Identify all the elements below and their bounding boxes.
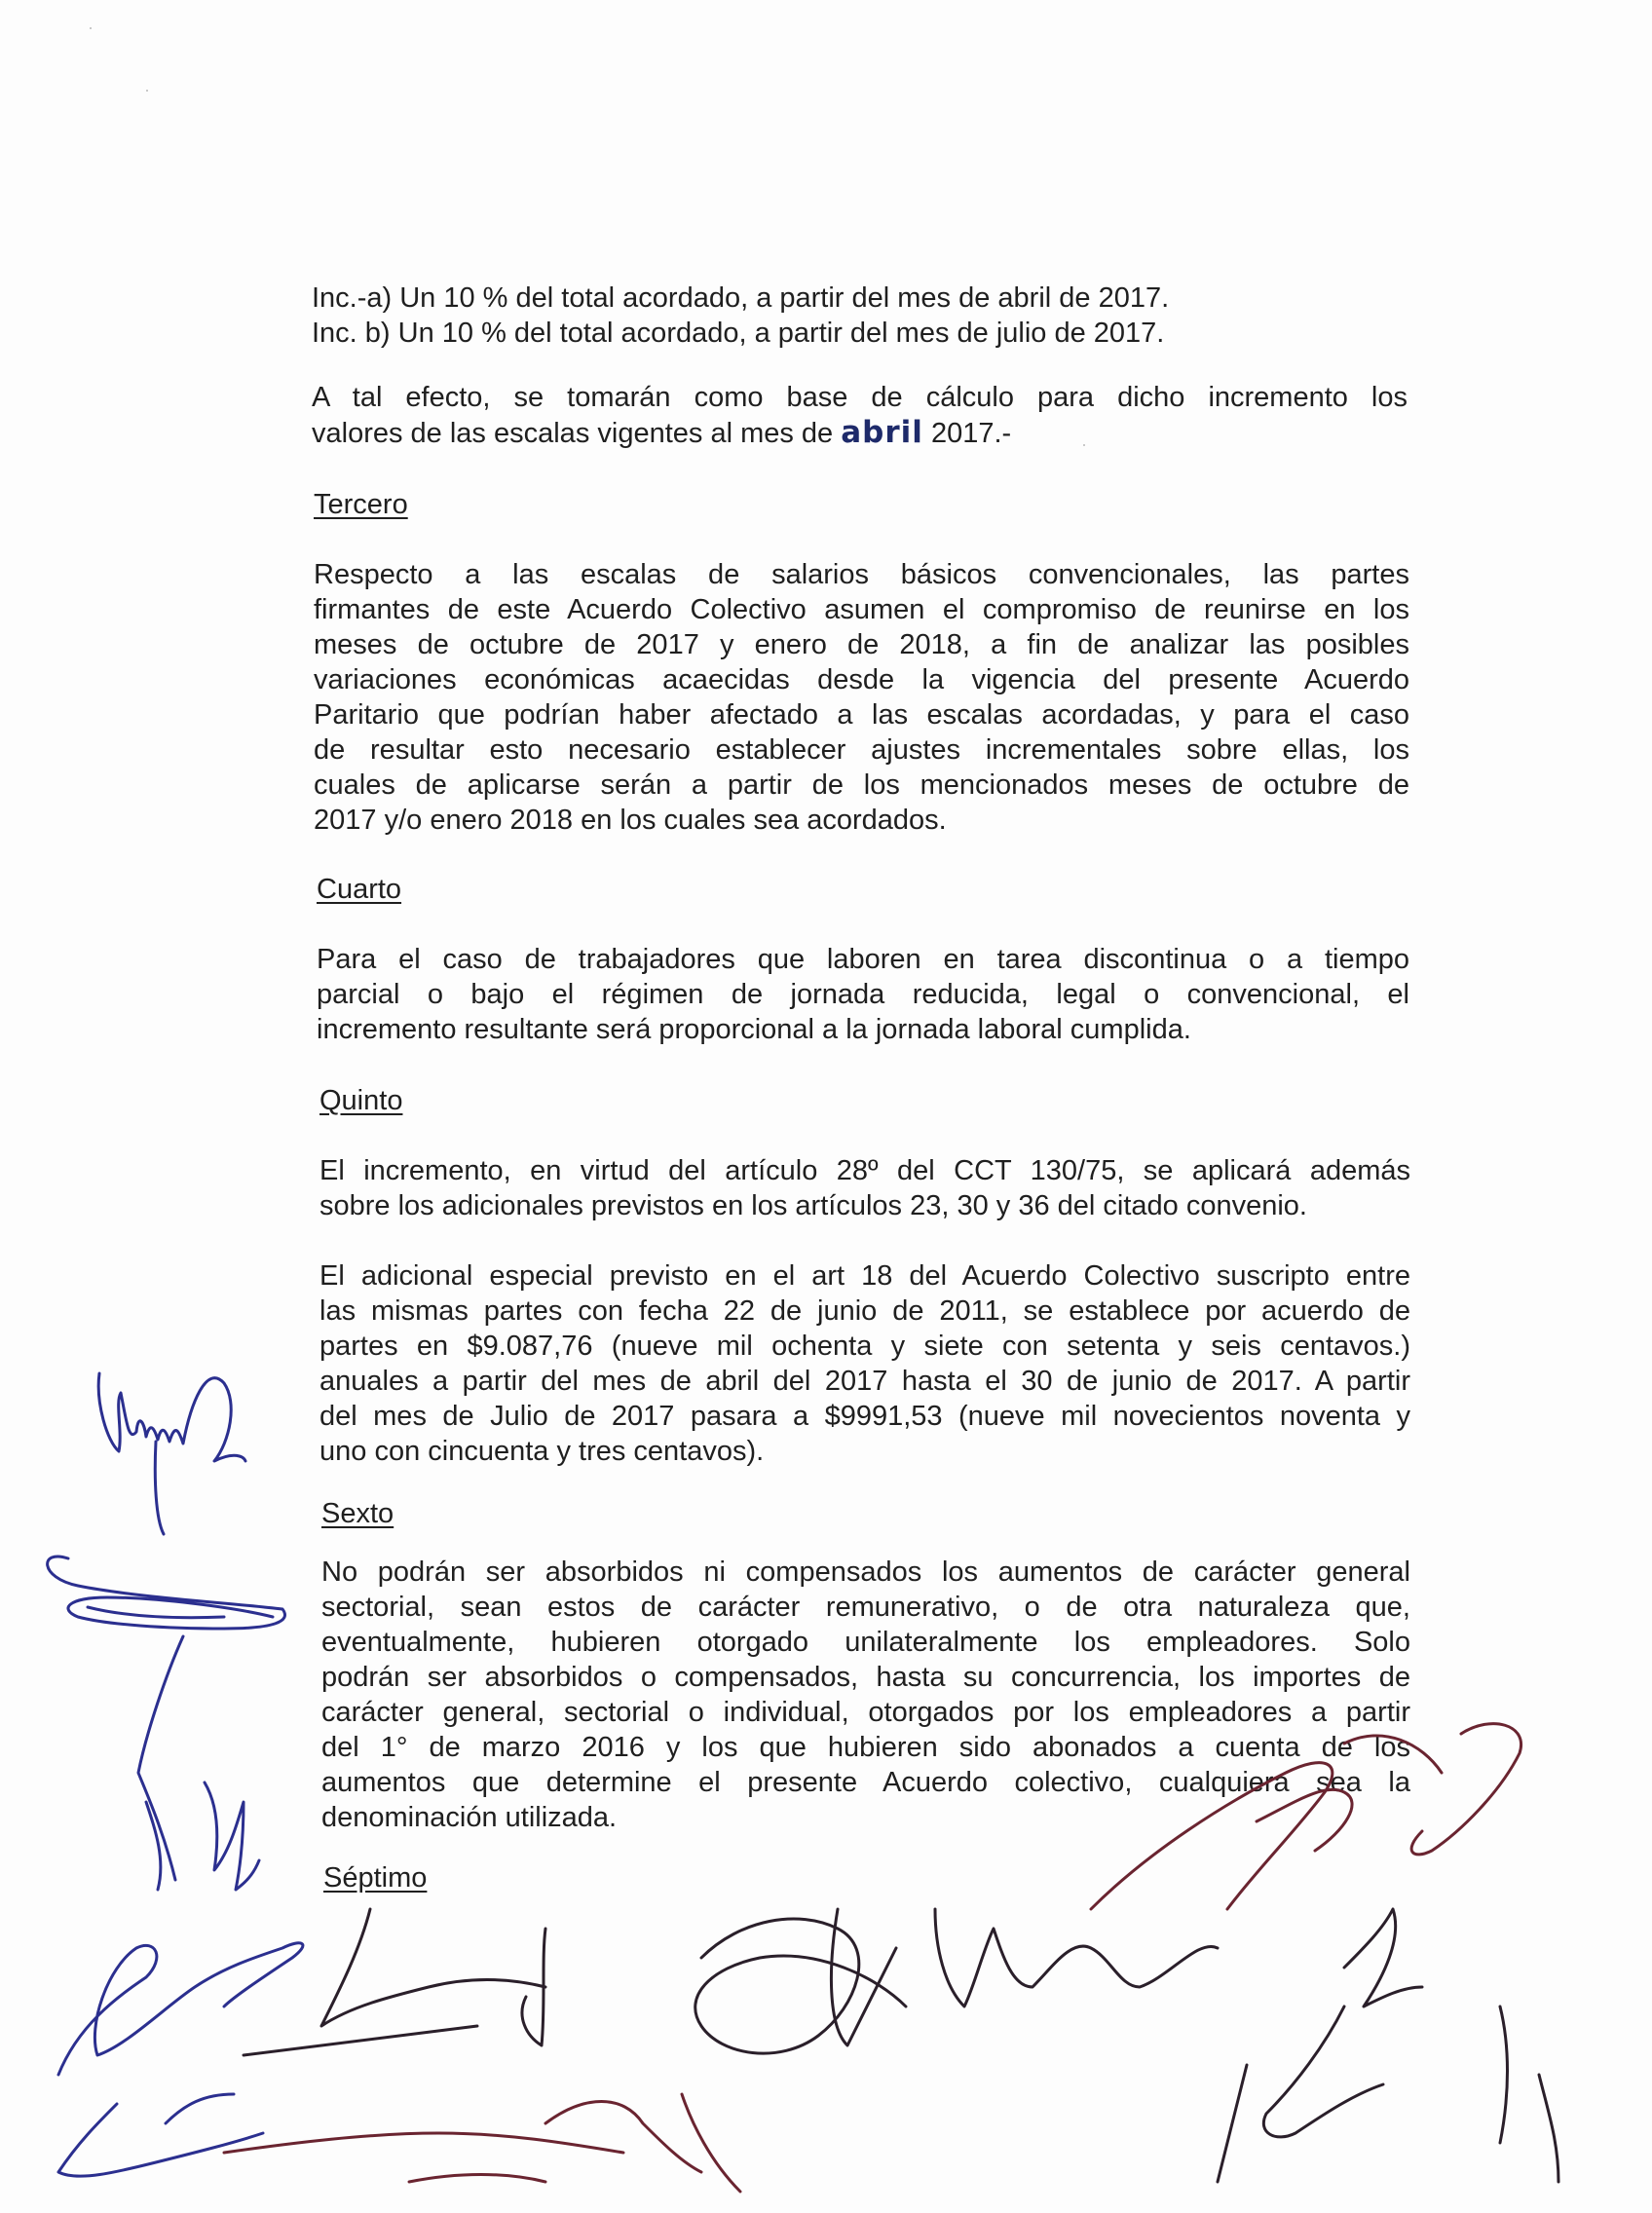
sexto-line: del 1° de marzo 2016 y los que hubieren sido abonados a cuenta de los (321, 1732, 1410, 1763)
tercero-line: Respecto a las escalas de salarios básicos convencionales, las partes (314, 559, 1409, 590)
cuarto-line: Para el caso de trabajadores que laboren en tarea discontinua o a tiempo (317, 944, 1409, 975)
sexto-line: No podrán ser absorbidos ni compensados los aumentos de carácter general (321, 1557, 1410, 1588)
sexto-line: carácter general, sectorial o individual, otorgados por los empleadores a partir (321, 1697, 1410, 1728)
heading-quinto: Quinto (319, 1085, 403, 1116)
sexto-line: aumentos que determine el presente Acuerdo colectivo, cualquiera sea la (321, 1767, 1410, 1798)
sexto-paragraph (321, 1555, 1410, 1835)
quinto-line: El incremento, en virtud del artículo 28º del CCT 130/75, se aplicará además (319, 1155, 1410, 1186)
heading-sexto: Sexto (321, 1498, 394, 1529)
cuarto-line: parcial o bajo el régimen de jornada reducida, legal o convencional, el (317, 979, 1409, 1010)
quinto-line: del mes de Julio de 2017 pasara a $9991,53 (nueve mil novecientos noventa y (319, 1401, 1410, 1432)
sexto-line: sectorial, sean estos de carácter remunerativo, o de otra naturaleza que, (321, 1592, 1410, 1623)
base-line-2-suffix: 2017.- (922, 418, 1012, 449)
handwritten-month: abril (841, 415, 923, 450)
sexto-line: eventualmente, hubieren otorgado unilateralmente los empleadores. Solo (321, 1627, 1410, 1658)
tercero-paragraph (314, 557, 1409, 838)
increment-a: Inc.-a) Un 10 % del total acordado, a partir del mes de abril de 2017. (312, 282, 1170, 314)
tercero-line: meses de octubre de 2017 y enero de 2018, a fin de analizar las posibles (314, 629, 1409, 660)
tercero-line: Paritario que podrían haber afectado a las escalas acordadas, y para el caso (314, 699, 1409, 731)
signature-left-2 (48, 1557, 285, 1629)
scan-speck (90, 27, 92, 29)
quinto-line: uno con cincuenta y tres centavos). (319, 1436, 765, 1467)
base-line-1: A tal efecto, se tomarán como base de cálculo para dicho incremento los (312, 382, 1408, 413)
sexto-line: denominación utilizada. (321, 1802, 618, 1833)
signature-right-2 (1218, 1909, 1558, 2182)
base-line-2 (312, 415, 1408, 451)
base-line-2-prefix: valores de las escalas vigentes al mes de (312, 418, 842, 449)
scan-speck (146, 90, 148, 92)
base-paragraph (312, 380, 1408, 451)
signature-bottom-center-2 (224, 2094, 740, 2192)
sexto-line: podrán ser absorbidos o compensados, hasta su concurrencia, los importes de (321, 1662, 1410, 1693)
quinto-line: anuales a partir del mes de abril del 2017 hasta el 30 de junio de 2017. A partir (319, 1366, 1410, 1397)
tercero-line: firmantes de este Acuerdo Colectivo asumen el compromiso de reunirse en los (314, 594, 1409, 625)
quinto-line: sobre los adicionales previstos en los artículos 23, 30 y 36 del citado convenio. (319, 1190, 1307, 1221)
heading-tercero: Tercero (314, 489, 408, 520)
signature-bottom-left-2 (244, 1909, 545, 2055)
tercero-line: de resultar esto necesario establecer ajustes incrementales sobre ellas, los (314, 734, 1409, 766)
quinto-paragraph-2 (319, 1258, 1410, 1469)
tercero-line: variaciones económicas acaecidas desde la vigencia del presente Acuerdo (314, 664, 1409, 695)
quinto-line: El adicional especial previsto en el art 18 del Acuerdo Colectivo suscripto entre (319, 1260, 1410, 1292)
increment-b: Inc. b) Un 10 % del total acordado, a partir del mes de julio de 2017. (312, 318, 1165, 349)
signature-bottom-left (58, 1943, 303, 2176)
quinto-line: las mismas partes con fecha 22 de junio de 2011, se establece por acuerdo de (319, 1295, 1410, 1327)
increment-list (312, 281, 1169, 351)
signature-bottom-center (695, 1909, 1218, 2053)
heading-septimo: Séptimo (323, 1862, 428, 1894)
signature-left-1 (98, 1373, 245, 1534)
cuarto-line: incremento resultante será proporcional a la jornada laboral cumplida. (317, 1014, 1191, 1045)
quinto-line: partes en $9.087,76 (nueve mil ochenta y siete con setenta y seis centavos.) (319, 1331, 1410, 1362)
cuarto-paragraph (317, 942, 1409, 1047)
quinto-paragraph-1 (319, 1153, 1410, 1223)
tercero-line: cuales de aplicarse serán a partir de los mencionados meses de octubre de (314, 769, 1409, 801)
tercero-line: 2017 y/o enero 2018 en los cuales sea acordados. (314, 805, 947, 836)
heading-cuarto: Cuarto (317, 874, 402, 905)
signature-left-3 (138, 1636, 259, 1890)
